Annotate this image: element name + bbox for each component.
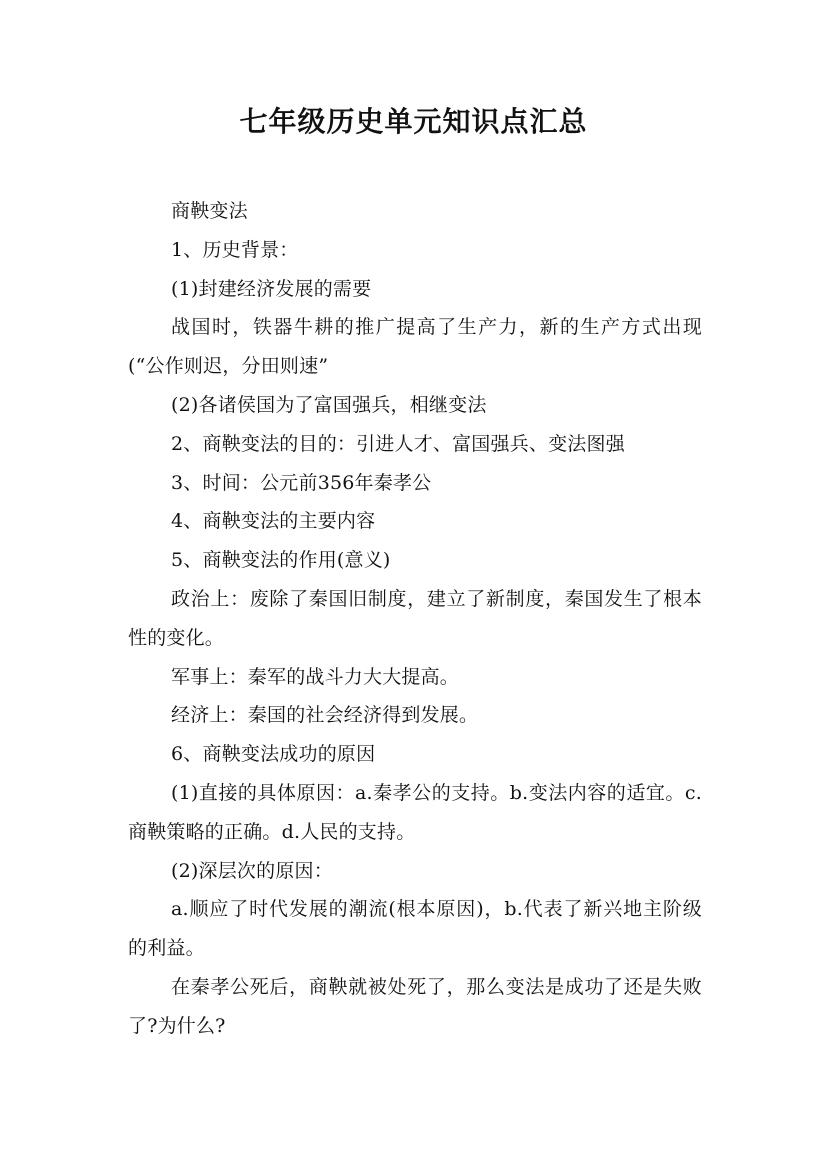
- list-item: 5、商鞅变法的作用(意义): [171, 549, 391, 572]
- paragraph: 政治上：废除了秦国旧制度，建立了新制度，秦国发生了根本性的变化。: [128, 587, 702, 649]
- list-item: (2)各诸侯国为了富国强兵，相继变法: [171, 393, 487, 416]
- paragraph: 在秦孝公死后，商鞅就被处死了，那么变法是成功了还是失败了?为什么?: [128, 975, 702, 1037]
- list-item: 3、时间：公元前356年秦孝公: [171, 471, 432, 494]
- paragraph: 军事上：秦军的战斗力大大提高。: [171, 665, 460, 688]
- list-item: 1、历史背景：: [171, 238, 299, 261]
- paragraph: a.顺应了时代发展的潮流(根本原因)，b.代表了新兴地主阶级的利益。: [128, 898, 702, 960]
- list-item: 2、商鞅变法的目的：引进人才、富国强兵、变法图强: [171, 432, 625, 455]
- list-item: 6、商鞅变法成功的原因: [171, 743, 376, 766]
- document-title: 七年级历史单元知识点汇总: [239, 105, 588, 138]
- list-item: 4、商鞅变法的主要内容: [171, 510, 376, 533]
- paragraph: 战国时，铁器牛耕的推广提高了生产力，新的生产方式出现(“公作则迟，分田则速”: [128, 316, 702, 378]
- document-body: [128, 192, 702, 1046]
- list-item: (2)深层次的原因：: [171, 859, 333, 882]
- section-heading: 商鞅变法: [171, 200, 248, 222]
- list-item: (1)封建经济发展的需要: [171, 277, 372, 300]
- paragraph: (1)直接的具体原因：a.秦孝公的支持。b.变法内容的适宜。c.商鞅策略的正确。d.人民的支持。: [128, 781, 702, 843]
- paragraph: 经济上：秦国的社会经济得到发展。: [171, 704, 479, 727]
